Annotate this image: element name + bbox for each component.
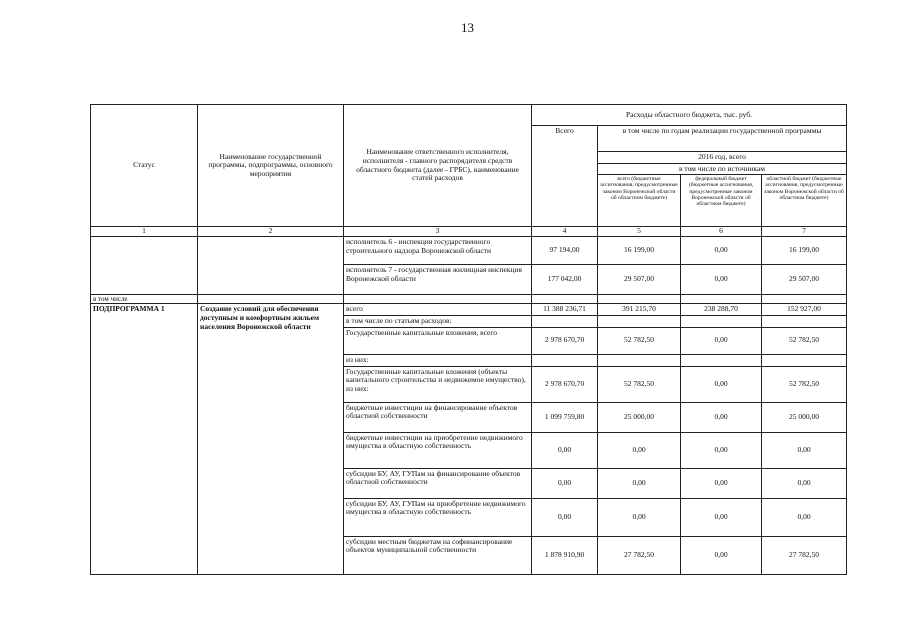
empty-cell <box>681 295 762 304</box>
row-regional: 0,00 <box>762 468 847 498</box>
column-number-row <box>91 227 847 237</box>
column-number: 1 <box>91 227 198 237</box>
row-name: субсидии местным бюджетам на софинансирование объектов муниципальной собственности <box>344 536 532 574</box>
header-source-federal: федеральный бюджет (бюджетные ассигнования, предусмотренные законом Воронежской области об областном бюджете) <box>681 175 762 227</box>
row-all: 52 782,50 <box>598 366 681 402</box>
in-total-label: в том числе <box>91 295 198 304</box>
status-cell <box>91 237 198 295</box>
row-federal: 0,00 <box>681 498 762 536</box>
empty-cell <box>598 295 681 304</box>
row-all: 25 000,00 <box>598 402 681 432</box>
row-all: 29 507,00 <box>598 265 681 295</box>
header-source-all: всего (бюджетные ассигнования, предусмотренные законом Воронежской области об областном бюджете) <box>598 175 681 227</box>
row-regional: 0,00 <box>762 432 847 468</box>
row-all: 0,00 <box>598 432 681 468</box>
row-total: 97 194,00 <box>532 237 598 265</box>
header-source-regional: областной бюджет (бюджетные ассигнования, предусмотренные законом Воронежской области об областном бюджете) <box>762 175 847 227</box>
row-regional: 52 782,50 <box>762 327 847 354</box>
column-number: 5 <box>598 227 681 237</box>
row-total: 1 099 759,80 <box>532 402 598 432</box>
row-total: 2 978 670,70 <box>532 327 598 354</box>
header-by-years: в том числе по годам реализации государственной программы <box>598 126 847 152</box>
program-cell <box>198 237 344 295</box>
column-number: 4 <box>532 227 598 237</box>
empty-cell <box>681 315 762 327</box>
row-name: Государственные капитальные вложения (объекты капитального строительства и недвижимое имущество), из них: <box>344 366 532 402</box>
header-program-name: Наименование государственной программы, подпрограммы, основного мероприятия <box>198 105 344 227</box>
row-name: в том числе по статьям расходов: <box>344 315 532 327</box>
row-regional: 0,00 <box>762 498 847 536</box>
header-year-2016: 2016 год, всего <box>598 152 847 164</box>
table-row <box>91 237 847 265</box>
row-name: исполнитель 7 - государственная жилищная инспекция Воронежской области <box>344 265 532 295</box>
row-total: 177 042,00 <box>532 265 598 295</box>
row-federal: 0,00 <box>681 327 762 354</box>
header-executor: Наименование ответственного исполнителя, исполнителя - главного распорядителя средств областного бюджета (далее - ГРБС), наименование статей расходов <box>344 105 532 227</box>
row-name: из них: <box>344 354 532 366</box>
empty-cell <box>344 295 532 304</box>
row-total: 1 878 910,90 <box>532 536 598 574</box>
header-status: Статус <box>91 105 198 227</box>
row-name: исполнитель 6 - инспекция государственного строительного надзора Воронежской области <box>344 237 532 265</box>
row-federal: 238 288,70 <box>681 304 762 316</box>
column-number: 6 <box>681 227 762 237</box>
row-regional: 16 199,00 <box>762 237 847 265</box>
row-all: 27 782,50 <box>598 536 681 574</box>
column-number: 2 <box>198 227 344 237</box>
row-regional: 27 782,50 <box>762 536 847 574</box>
empty-cell <box>762 354 847 366</box>
subprogram-name: Создание условий для обеспечения доступным и комфортным жильем населения Воронежской области <box>198 304 344 574</box>
row-federal: 0,00 <box>681 237 762 265</box>
header-total: Всего <box>532 126 598 227</box>
row-total: 11 388 236,71 <box>532 304 598 316</box>
row-federal: 0,00 <box>681 468 762 498</box>
row-all: 16 199,00 <box>598 237 681 265</box>
row-regional: 25 000,00 <box>762 402 847 432</box>
row-total: 0,00 <box>532 468 598 498</box>
row-federal: 0,00 <box>681 265 762 295</box>
table-row <box>91 304 847 316</box>
row-name: всего <box>344 304 532 316</box>
empty-cell <box>598 354 681 366</box>
row-federal: 0,00 <box>681 366 762 402</box>
row-all: 0,00 <box>598 468 681 498</box>
empty-cell <box>681 354 762 366</box>
row-all: 0,00 <box>598 498 681 536</box>
empty-cell <box>762 315 847 327</box>
row-regional: 52 782,50 <box>762 366 847 402</box>
subprogram-status: ПОДПРОГРАММА 1 <box>91 304 198 574</box>
row-name: субсидии БУ, АУ, ГУПам на финансирование объектов областной собственности <box>344 468 532 498</box>
header-by-sources: в том числе по источникам <box>598 163 847 175</box>
row-name: субсидии БУ, АУ, ГУПам на приобретение недвижимого имущества в областную собственность <box>344 498 532 536</box>
row-federal: 0,00 <box>681 536 762 574</box>
budget-table <box>90 104 847 575</box>
row-name: Государственные капитальные вложения, всего <box>344 327 532 354</box>
budget-table-wrapper <box>90 104 847 575</box>
row-name: бюджетные инвестиции на финансирование объектов областной собственности <box>344 402 532 432</box>
row-federal: 0,00 <box>681 402 762 432</box>
empty-cell <box>762 295 847 304</box>
header-expenses: Расходы областного бюджета, тыс. руб. <box>532 105 847 126</box>
row-all: 52 782,50 <box>598 327 681 354</box>
page-number: 13 <box>461 20 474 35</box>
empty-cell <box>532 354 598 366</box>
row-total: 0,00 <box>532 498 598 536</box>
column-number: 7 <box>762 227 847 237</box>
empty-cell <box>198 295 344 304</box>
column-number: 3 <box>344 227 532 237</box>
row-total: 0,00 <box>532 432 598 468</box>
empty-cell <box>598 315 681 327</box>
row-total: 2 978 670,70 <box>532 366 598 402</box>
row-regional: 152 927,00 <box>762 304 847 316</box>
table-row <box>91 295 847 304</box>
row-all: 391 215,70 <box>598 304 681 316</box>
row-federal: 0,00 <box>681 432 762 468</box>
empty-cell <box>532 295 598 304</box>
row-regional: 29 507,00 <box>762 265 847 295</box>
row-name: бюджетные инвестиции на приобретение недвижимого имущества в областную собственность <box>344 432 532 468</box>
empty-cell <box>532 315 598 327</box>
